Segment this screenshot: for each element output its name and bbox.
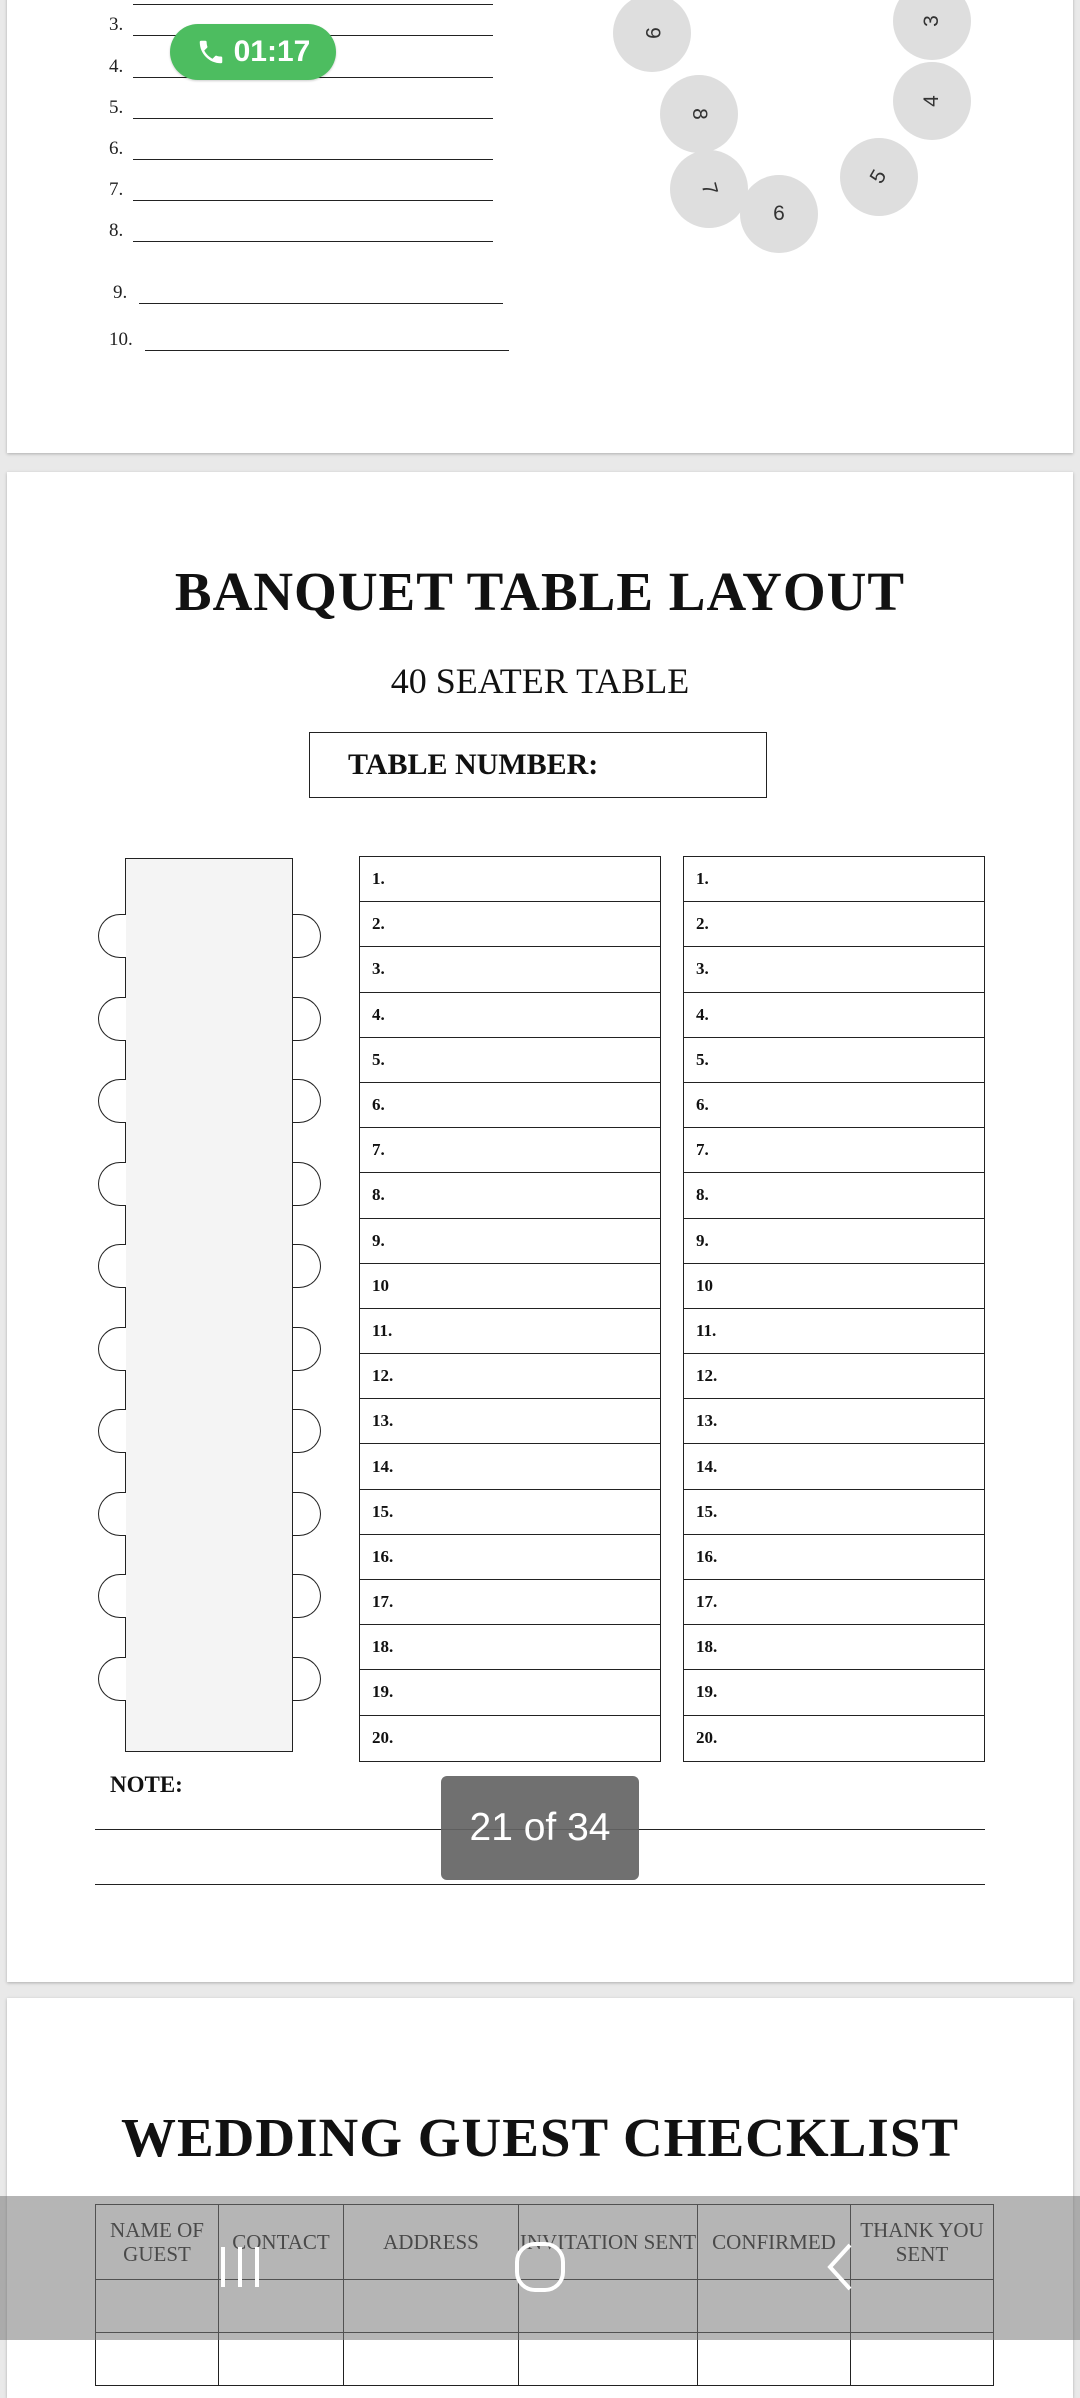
home-button[interactable] xyxy=(500,2232,580,2302)
seat-row-number: 3. xyxy=(696,959,709,979)
seat-row xyxy=(684,1399,984,1444)
guest-line xyxy=(139,303,503,304)
seat-row xyxy=(360,1490,660,1535)
home-icon xyxy=(512,2239,568,2295)
seat-row xyxy=(360,1535,660,1580)
seat-row xyxy=(684,857,984,902)
seat-row xyxy=(360,1716,660,1761)
seat-circle xyxy=(613,0,691,72)
seat-row-number: 7. xyxy=(696,1140,709,1160)
seat-row-number: 6. xyxy=(372,1095,385,1115)
seat-row xyxy=(360,1444,660,1489)
seat-row xyxy=(684,1444,984,1489)
seat-row-number: 15. xyxy=(696,1501,718,1521)
seat-row xyxy=(684,1173,984,1218)
seat-row-number: 2. xyxy=(372,914,385,934)
seat-row xyxy=(360,947,660,992)
seat-row xyxy=(684,1535,984,1580)
seat-row xyxy=(684,1490,984,1535)
guest-number: 10. xyxy=(109,329,133,350)
seat-number: 4 xyxy=(920,95,943,107)
seat-row xyxy=(360,993,660,1038)
guest-line xyxy=(133,118,493,119)
seat-row-number: 1. xyxy=(696,869,709,889)
guest-line xyxy=(133,200,493,201)
seat-row-number: 5. xyxy=(372,1049,385,1069)
phone-icon xyxy=(196,37,226,67)
seat-row-number: 12. xyxy=(372,1366,394,1386)
seat-row-number: 9. xyxy=(372,1230,385,1250)
seat-row xyxy=(360,1083,660,1128)
document-page-previous xyxy=(7,0,1073,453)
seat-number: 7 xyxy=(696,180,723,198)
seat-row-number: 19. xyxy=(696,1682,718,1702)
seat-row-number: 17. xyxy=(372,1592,394,1612)
call-timer: 01:17 xyxy=(233,35,311,68)
document-page-current xyxy=(7,472,1073,1982)
seat-row xyxy=(360,1670,660,1715)
seat-row-number: 18. xyxy=(372,1637,394,1657)
seat-row-number: 2. xyxy=(696,914,709,934)
seat-row xyxy=(684,1264,984,1309)
seat-row-number: 6. xyxy=(696,1095,709,1115)
seat-number: 9 xyxy=(641,27,664,39)
page-title: WEDDING GUEST CHECKLIST xyxy=(120,2107,960,2168)
seat-row xyxy=(684,1083,984,1128)
seat-row-number: 11. xyxy=(696,1320,717,1340)
guest-number: 6. xyxy=(109,138,124,159)
seat-list-right xyxy=(683,856,985,1762)
seat-row xyxy=(684,1670,984,1715)
chair-left xyxy=(98,1574,126,1618)
seat-row xyxy=(684,947,984,992)
guest-number: 9. xyxy=(113,282,128,303)
seat-row xyxy=(684,993,984,1038)
banquet-table-shape xyxy=(125,858,293,1752)
seat-row-number: 19. xyxy=(372,1682,394,1702)
seat-row-number: 20. xyxy=(372,1728,394,1748)
seat-list-left xyxy=(359,856,661,1762)
seat-row-number: 4. xyxy=(372,1004,385,1024)
recents-button[interactable] xyxy=(200,2232,280,2302)
seat-row-number: 15. xyxy=(372,1501,394,1521)
page-subtitle: 40 SEATER TABLE xyxy=(390,661,690,701)
note-label: NOTE: xyxy=(110,1772,183,1797)
guest-line xyxy=(133,4,493,5)
seat-circle xyxy=(740,175,818,253)
table-row xyxy=(96,2333,994,2386)
seat-row-number: 11. xyxy=(372,1320,393,1340)
seat-row-number: 8. xyxy=(696,1185,709,1205)
seat-row xyxy=(360,902,660,947)
back-button[interactable] xyxy=(800,2232,880,2302)
seat-row-number: 3. xyxy=(372,959,385,979)
seat-circle xyxy=(660,75,738,153)
guest-number: 7. xyxy=(109,179,124,200)
seat-row xyxy=(360,1625,660,1670)
seat-row xyxy=(360,1038,660,1083)
seat-circle xyxy=(670,150,748,228)
guest-number: 8. xyxy=(109,220,124,241)
chair-left xyxy=(98,1244,126,1288)
chair-right xyxy=(293,1574,321,1618)
seat-row-number: 14. xyxy=(372,1456,394,1476)
seat-row-number: 18. xyxy=(696,1637,718,1657)
seat-row xyxy=(684,1716,984,1761)
chair-right xyxy=(293,1162,321,1206)
guest-number: 4. xyxy=(109,56,124,77)
seat-row-number: 9. xyxy=(696,1230,709,1250)
seat-row-number: 12. xyxy=(696,1366,718,1386)
seat-row xyxy=(360,1309,660,1354)
seat-row xyxy=(684,1354,984,1399)
seat-row xyxy=(684,1128,984,1173)
recents-icon xyxy=(215,2239,265,2295)
seat-row xyxy=(684,1038,984,1083)
seat-row-number: 8. xyxy=(372,1185,385,1205)
seat-row xyxy=(360,1219,660,1264)
back-icon xyxy=(820,2239,860,2295)
seat-row-number: 7. xyxy=(372,1140,385,1160)
seat-row-number: 13. xyxy=(372,1411,394,1431)
table-number-field xyxy=(309,732,767,798)
seat-row-number: 20. xyxy=(696,1728,718,1748)
seat-row xyxy=(360,1399,660,1444)
seat-row-number: 5. xyxy=(696,1049,709,1069)
system-navigation-bar xyxy=(0,2196,1080,2340)
seat-row-number: 17. xyxy=(696,1592,718,1612)
guest-line xyxy=(133,159,493,160)
seat-row-number: 16. xyxy=(372,1546,394,1566)
page-indicator: 21 of 34 xyxy=(441,1776,639,1880)
guest-number: 5. xyxy=(109,97,124,118)
seat-row xyxy=(684,1625,984,1670)
chair-left xyxy=(98,1162,126,1206)
chair-right xyxy=(293,1492,321,1536)
seat-row xyxy=(360,1580,660,1625)
seat-row-number: 1. xyxy=(372,869,385,889)
chair-right xyxy=(293,997,321,1041)
seat-circle xyxy=(840,138,918,216)
note-line xyxy=(95,1884,985,1885)
chair-left xyxy=(98,1409,126,1453)
seat-row xyxy=(360,1128,660,1173)
chair-right xyxy=(293,1079,321,1123)
seat-row xyxy=(684,902,984,947)
seat-row xyxy=(360,1354,660,1399)
seat-row-number: 14. xyxy=(696,1456,718,1476)
chair-left xyxy=(98,1492,126,1536)
chair-left xyxy=(98,1657,126,1701)
seat-number: 5 xyxy=(865,165,892,188)
seat-row-number: 10 xyxy=(696,1275,713,1295)
ongoing-call-indicator[interactable] xyxy=(170,24,336,80)
seat-row-number: 10 xyxy=(372,1275,389,1295)
seat-row-number: 13. xyxy=(696,1411,718,1431)
chair-left xyxy=(98,1079,126,1123)
guest-line xyxy=(133,241,493,242)
chair-right xyxy=(293,914,321,958)
seat-row xyxy=(684,1219,984,1264)
seat-row-number: 16. xyxy=(696,1546,718,1566)
guest-number: 3. xyxy=(109,14,124,35)
seat-number: 3 xyxy=(920,15,943,27)
seat-row xyxy=(360,857,660,902)
seat-row xyxy=(360,1173,660,1218)
seat-row-number: 4. xyxy=(696,1004,709,1024)
chair-left xyxy=(98,1327,126,1371)
seat-row xyxy=(684,1309,984,1354)
seat-row xyxy=(360,1264,660,1309)
table-number-label: TABLE NUMBER: xyxy=(348,748,599,781)
seat-circle xyxy=(893,0,971,60)
chair-right xyxy=(293,1244,321,1288)
guest-line xyxy=(145,350,509,351)
chair-right xyxy=(293,1327,321,1371)
chair-left xyxy=(98,914,126,958)
page-title: BANQUET TABLE LAYOUT xyxy=(174,561,906,622)
seat-circle xyxy=(893,62,971,140)
chair-left xyxy=(98,997,126,1041)
chair-right xyxy=(293,1657,321,1701)
seat-number: 6 xyxy=(773,202,785,225)
seat-number: 8 xyxy=(688,108,711,120)
seat-row xyxy=(684,1580,984,1625)
chair-right xyxy=(293,1409,321,1453)
